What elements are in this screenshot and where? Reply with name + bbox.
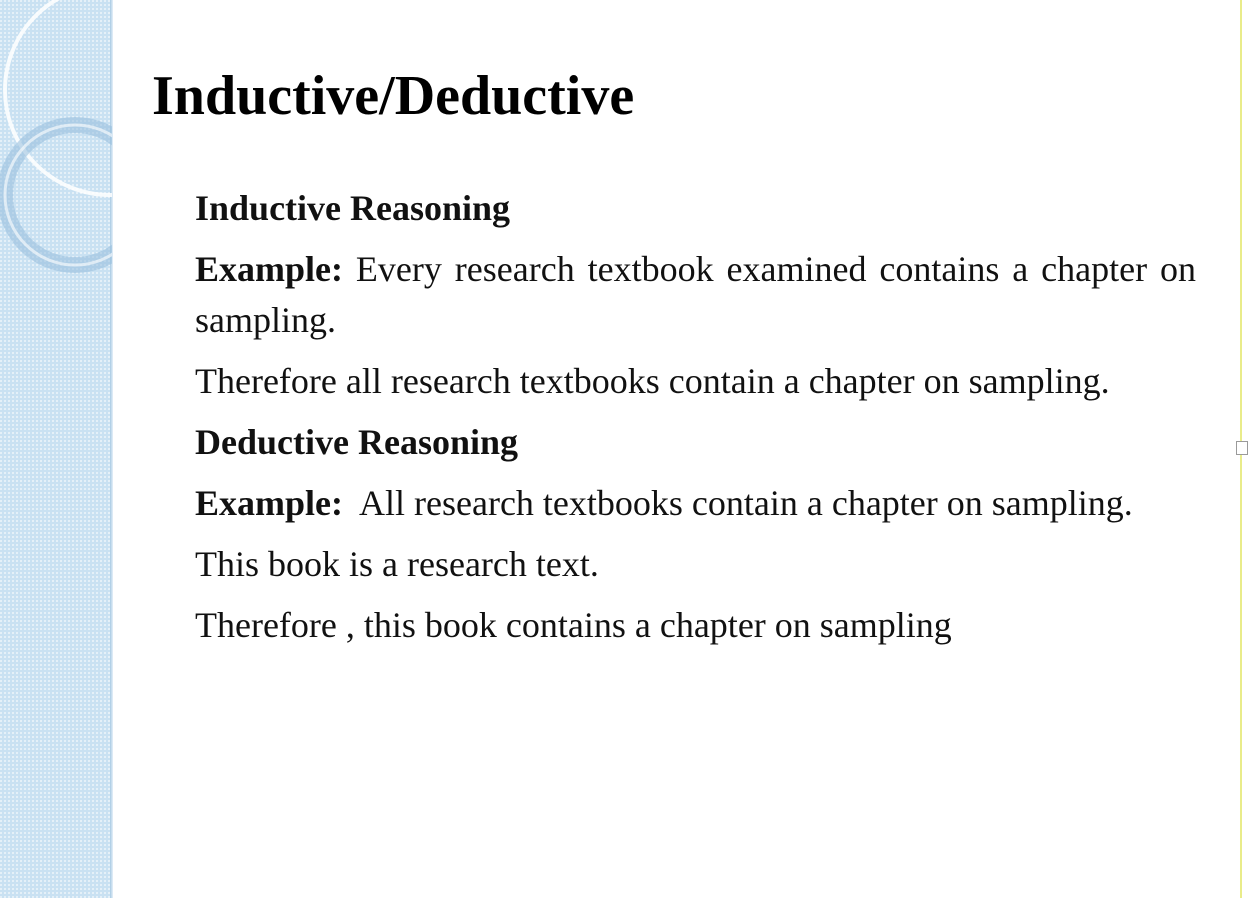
- deductive-heading: Deductive Reasoning: [195, 422, 518, 462]
- inductive-conclusion: Therefore all research textbooks contain a chapter on sampling.: [195, 361, 1110, 401]
- deductive-example: [195, 478, 1196, 529]
- deductive-example-text: All research textbooks contain a chapter on sampling.: [359, 483, 1133, 523]
- inductive-example-text: Every research textbook examined contains a chapter on sampling.: [195, 249, 1197, 340]
- deductive-conclusion: Therefore , this book contains a chapter on sampling: [195, 605, 952, 645]
- deductive-example-label: Example:: [195, 483, 343, 523]
- slide-body: [195, 183, 1196, 661]
- inductive-heading: Inductive Reasoning: [195, 188, 511, 228]
- slide-title: Inductive/Deductive: [152, 65, 635, 127]
- inductive-example-label: Example:: [195, 249, 343, 289]
- decorative-rings: [0, 0, 112, 300]
- inductive-example: [195, 244, 1196, 346]
- deductive-premise: This book is a research text.: [195, 544, 599, 584]
- resize-handle[interactable]: [1236, 441, 1248, 455]
